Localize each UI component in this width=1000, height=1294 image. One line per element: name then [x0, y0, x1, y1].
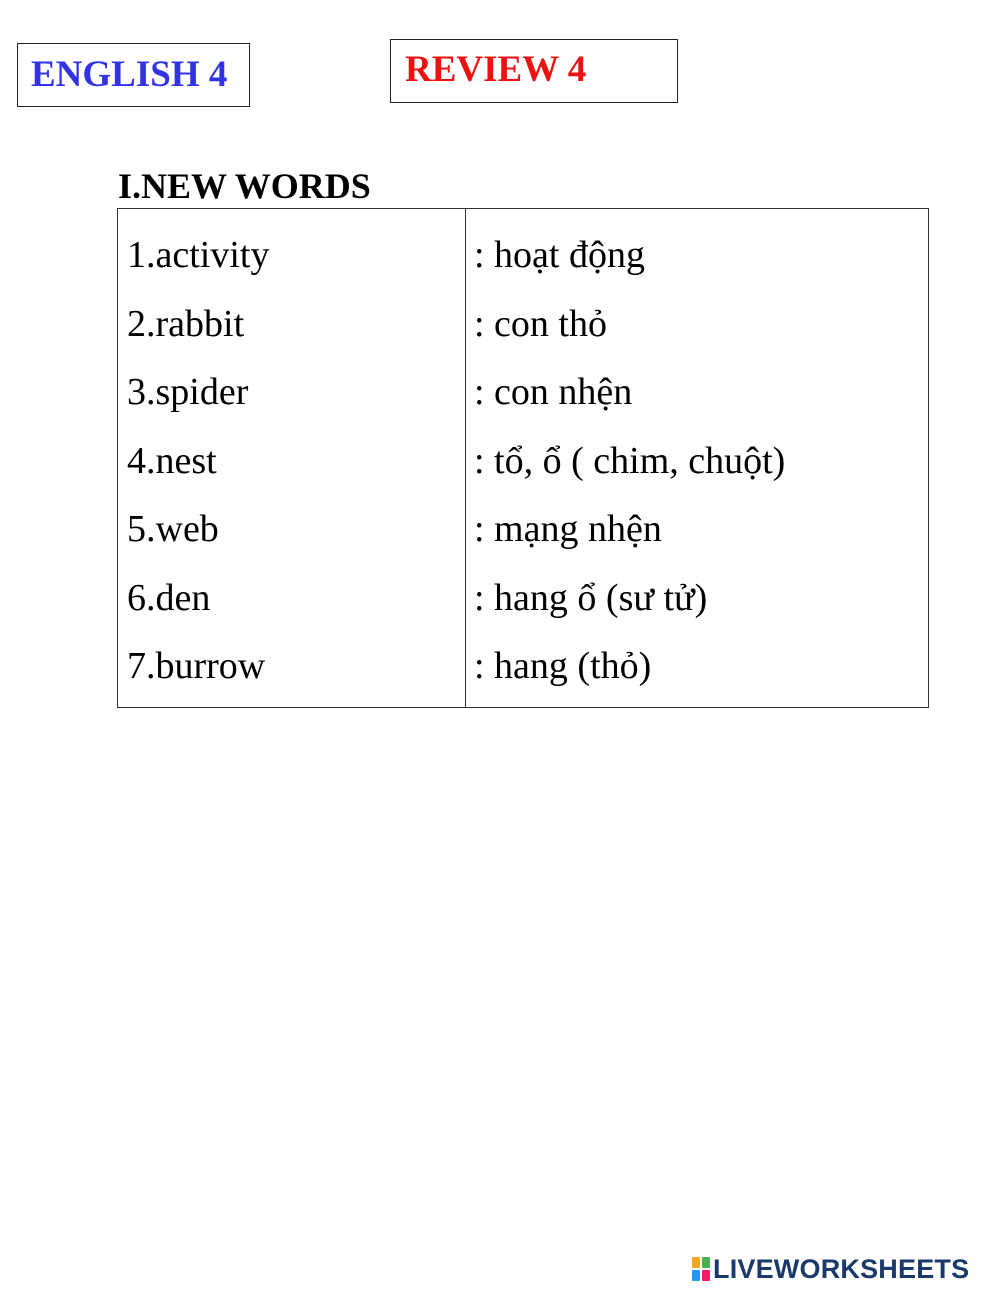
vocab-meaning: : con thỏ	[474, 302, 607, 345]
vocab-meaning: : con nhện	[474, 371, 633, 413]
vocab-word: 3.spider	[127, 371, 249, 413]
liveworksheets-watermark	[692, 1254, 969, 1284]
vocab-meaning: : hang ổ (sư tử)	[474, 576, 708, 619]
vocab-meaning: : hoạt động	[474, 234, 645, 276]
vocab-word: 5.web	[127, 508, 219, 550]
liveworksheets-logo-icon	[692, 1257, 710, 1281]
vocab-meaning: : mạng nhện	[474, 508, 662, 550]
word-column	[118, 209, 466, 707]
vocab-word: 1.activity	[127, 234, 270, 276]
course-title-box	[17, 43, 250, 107]
review-title: REVIEW 4	[405, 49, 587, 90]
vocab-word: 4.nest	[127, 439, 217, 482]
meaning-column	[466, 209, 928, 707]
vocab-meaning: : tổ, ổ ( chim, chuột)	[474, 439, 786, 482]
course-title: ENGLISH 4	[31, 54, 228, 95]
vocabulary-table	[117, 208, 929, 708]
vocab-word: 6.den	[127, 576, 211, 619]
vocab-meaning: : hang (thỏ)	[474, 645, 652, 687]
watermark-text: LIVEWORKSHEETS	[713, 1253, 970, 1284]
review-title-box	[390, 39, 678, 103]
vocab-word: 2.rabbit	[127, 302, 245, 345]
vocab-word: 7.burrow	[127, 645, 266, 687]
section-heading: I.NEW WORDS	[118, 166, 371, 206]
